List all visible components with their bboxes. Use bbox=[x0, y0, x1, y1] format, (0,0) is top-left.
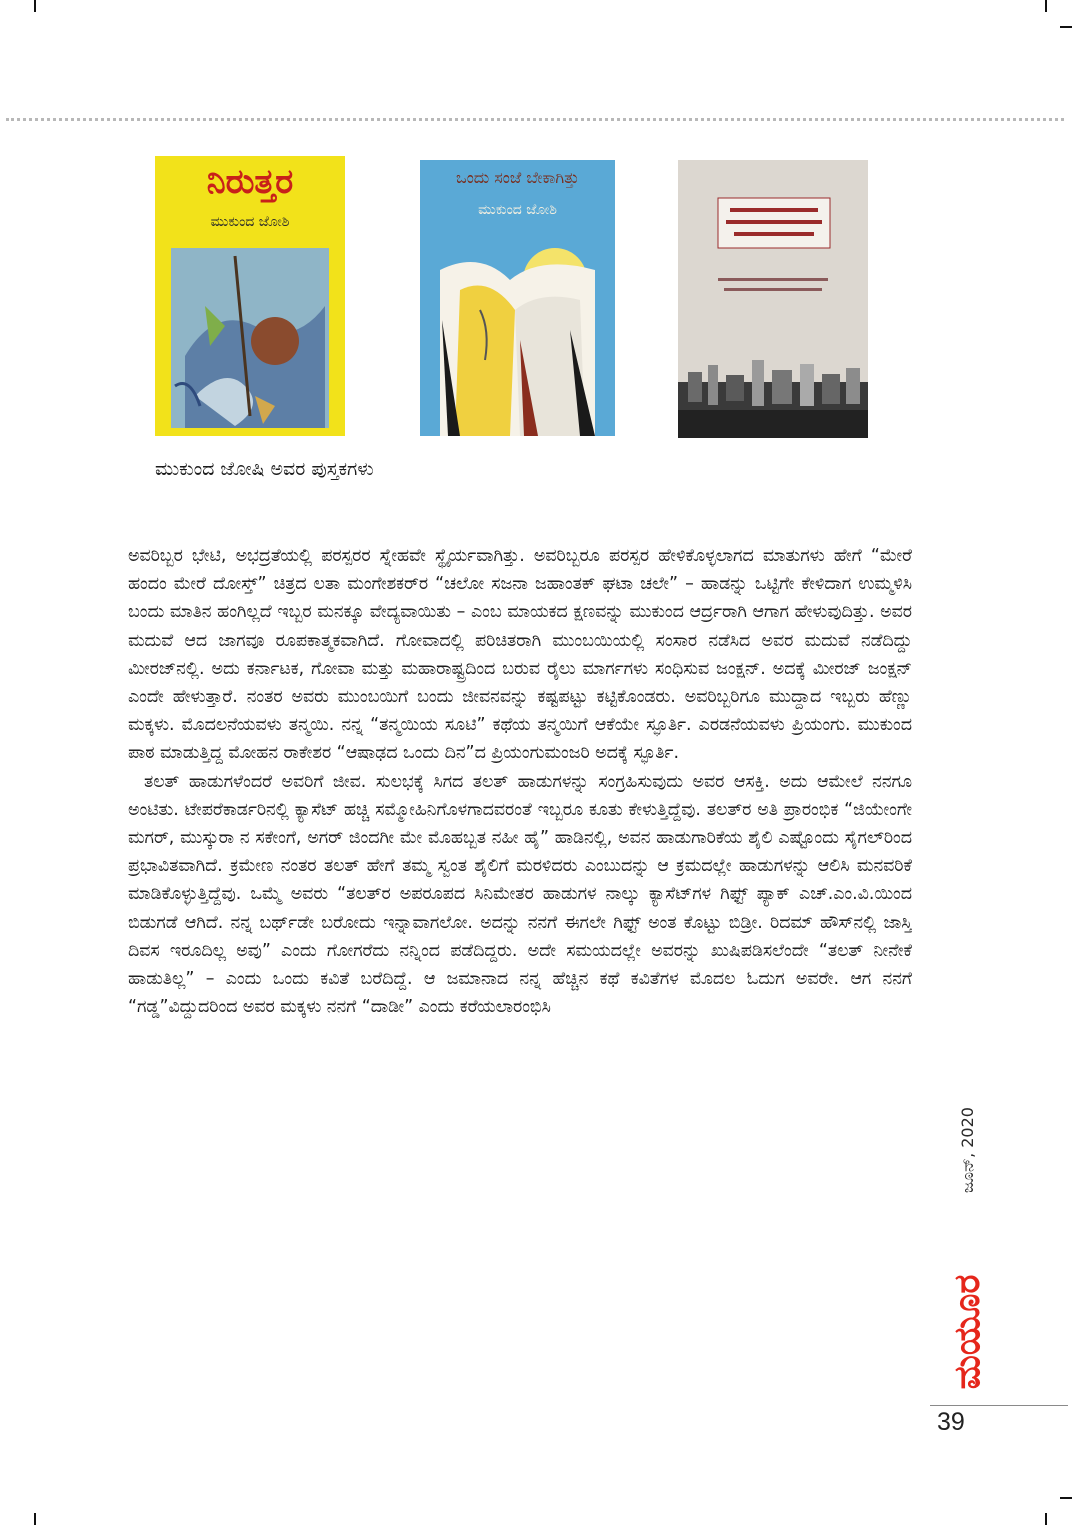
book-author-ondu-sanje: ಮುಕುಂದ ಜೋಶಿ bbox=[478, 202, 557, 218]
book-cover-niruttara bbox=[155, 156, 345, 436]
crop-mark-top-left bbox=[34, 0, 36, 12]
article-paragraph: ತಲತ್ ಹಾಡುಗಳೆಂದರೆ ಅವರಿಗೆ ಜೀವ. ಸುಲಭಕ್ಕೆ ಸಿಗದ ತಲತ್ ಹಾಡುಗಳನ್ನು ಸಂಗ್ರಹಿಸುವುದು ಅವರ ಆಸಕ್ತಿ. ಅದು ಆಮೇಲೆ ನನಗೂ ಅಂಟಿತು. ಟೇಪರೆಕಾರ್ಡರಿನಲ್ಲಿ ಕ್ಯಾಸೆಟ್ ಹಚ್ಚಿ ಸಮ್ಮೋಹಿನಿಗೊಳಗಾದವರಂತೆ ಇಬ್ಬರೂ ಕೂತು ಕೇಳುತ್ತಿದ್ದೆವು. ತಲತ್‌ರ ಅತಿ ಪ್ರಾರಂಭಿಕ “ಜಿಯೇಂಗೇ ಮಗರ್, ಮುಸ್ಕುರಾ ನ ಸಕೇಂಗೆ, ಅಗರ್ ಜಿಂದಗೀ ಮೇ ಮೊಹಬ್ಬತ ನಹೀ ಹೈ” ಹಾಡಿನಲ್ಲಿ, ಅವನ ಹಾಡುಗಾರಿಕೆಯ ಶೈಲಿ ಎಷ್ಟೊಂದು ಸೈಗಲ್‌ರಿಂದ ಪ್ರಭಾವಿತವಾಗಿದೆ. ಕ್ರಮೇಣ ನಂತರ ತಲತ್ ಹೇಗೆ ತಮ್ಮ ಸ್ವಂತ ಶೈಲಿಗೆ ಮರಳಿದರು ಎಂಬುದನ್ನು ಆ ಕ್ರಮದಲ್ಲೇ ಹಾಡುಗಳನ್ನು ಆಲಿಸಿ ಮನವರಿಕೆ ಮಾಡಿಕೊಳ್ಳುತ್ತಿದ್ದೆವು. ಒಮ್ಮೆ ಅವರು “ತಲತ್‌ರ ಅಪರೂಪದ ಸಿನಿಮೇತರ ಹಾಡುಗಳ ನಾಲ್ಕು ಕ್ಯಾಸೆಟ್‌ಗಳ ಗಿಫ್ಟ್ ಪ್ಯಾಕ್ ಎಚ್.ಎಂ.ವಿ.ಯಿಂದ ಬಿಡುಗಡೆ ಆಗಿದೆ. ನನ್ನ ಬರ್ಥ್‌ಡೇ ಬರೋದು ಇನ್ನಾವಾಗಲೋ. ಅದನ್ನು ನನಗೆ ಈಗಲೇ ಗಿಫ್ಟ್ ಅಂತ ಕೊಟ್ಟು ಬಿಡ್ರೀ. ರಿದಮ್ ಹೌಸ್‌ನಲ್ಲಿ ಜಾಸ್ತಿ ದಿವಸ ಇರೂದಿಲ್ಲ ಅವು” ಎಂದು ಗೋಗರೆದು ನನ್ನಿಂದ ಪಡೆದಿದ್ದರು. ಅದೇ ಸಮಯದಲ್ಲೇ ಅವರನ್ನು ಖುಷಿಪಡಿಸಲೆಂದೇ “ತಲತ್ ನೀನೇಕೆ ಹಾಡುತಿಲ್ಲ” – ಎಂದು ಒಂದು ಕವಿತೆ ಬರೆದಿದ್ದೆ. ಆ ಜಮಾನಾದ ನನ್ನ ಹೆಚ್ಚಿನ ಕಥೆ ಕವಿತೆಗಳ ಮೊದಲ ಓದುಗ ಅವರೇ. ಆಗ ನನಗೆ “ಗಡ್ಡ”ವಿದ್ದುದರಿಂದ ಅವರ ಮಕ್ಕಳು ನನಗೆ “ದಾಡೀ” ಎಂದು ಕರೆಯಲಾರಂಭಿಸಿ bbox=[128, 771, 912, 1018]
crop-mark-right-top bbox=[1060, 26, 1072, 28]
book-cover-third bbox=[678, 160, 868, 438]
article-body bbox=[128, 542, 912, 1402]
issue-date: ಜೂನ್, 2020 bbox=[958, 1107, 977, 1193]
book-title-niruttara: ನಿರುತ್ತರ bbox=[206, 162, 294, 202]
magazine-logo: ಮಯೂರ bbox=[947, 1274, 988, 1390]
book-author-niruttara: ಮುಕುಂದ ಜೋಶಿ bbox=[210, 214, 290, 230]
crop-mark-right-bottom bbox=[1060, 1497, 1072, 1499]
book-title-ondu-sanje: ಒಂದು ಸಂಜೆ ಬೇಕಾಗಿತ್ತು bbox=[455, 168, 580, 187]
books-caption: ಮುಕುಂದ ಜೋಷಿ ಅವರ ಪುಸ್ತಕಗಳು bbox=[155, 458, 374, 480]
crop-mark-top-right bbox=[1045, 0, 1047, 12]
header-dotted-rule bbox=[6, 118, 1064, 121]
crop-mark-bottom-left bbox=[34, 1513, 36, 1525]
book-cover-ondu-sanje bbox=[420, 160, 615, 436]
page-number-rule bbox=[930, 1405, 1068, 1406]
page-number: 39 bbox=[937, 1408, 965, 1436]
article-paragraph: ಅವರಿಬ್ಬರ ಭೇಟಿ, ಅಭದ್ರತೆಯಲ್ಲಿ ಪರಸ್ಪರರ ಸ್ನೇಹವೇ ಸ್ಥೈರ್ಯವಾಗಿತ್ತು. ಅವರಿಬ್ಬರೂ ಪರಸ್ಪರ ಹೇಳಿಕೊಳ್ಳಲಾಗದ ಮಾತುಗಳು ಹೇಗೆ “ಮೇರೆ ಹಂದಂ ಮೇರೆ ದೋಸ್ತ್” ಚಿತ್ರದ ಲತಾ ಮಂಗೇಶಕರ್‌ರ “ಚಲೋ ಸಜನಾ ಜಹಾಂತಕ್ ಘಟಾ ಚಲೇ” – ಹಾಡನ್ನು ಒಟ್ಟಿಗೇ ಕೇಳಿದಾಗ ಉಮ್ಮಳಿಸಿ ಬಂದು ಮಾತಿನ ಹಂಗಿಲ್ಲದೆ ಇಬ್ಬರ ಮನಕ್ಕೂ ವೇದ್ಯವಾಯಿತು – ಎಂಬ ಮಾಯಕದ ಕ್ಷಣವನ್ನು ಮುಕುಂದ ಆರ್ದ್ರರಾಗಿ ಆಗಾಗ ಹೇಳುವುದಿತ್ತು. ಅವರ ಮದುವೆ ಆದ ಜಾಗವೂ ರೂಪಕಾತ್ಮಕವಾಗಿದೆ. ಗೋವಾದಲ್ಲಿ ಪರಿಚಿತರಾಗಿ ಮುಂಬಯಿಯಲ್ಲಿ ಸಂಸಾರ ನಡೆಸಿದ ಅವರ ಮದುವೆ ನಡೆದಿದ್ದು ಮೀರಜ್‌ನಲ್ಲಿ. ಅದು ಕರ್ನಾಟಕ, ಗೋವಾ ಮತ್ತು ಮಹಾರಾಷ್ಟ್ರದಿಂದ ಬರುವ ರೈಲು ಮಾರ್ಗಗಳು ಸಂಧಿಸುವ ಜಂಕ್ಷನ್. ಅದಕ್ಕೆ ಮೀರಜ್ ಜಂಕ್ಷನ್ ಎಂದೇ ಹೇಳುತ್ತಾರೆ. ನಂತರ ಅವರು ಮುಂಬಯಿಗೆ ಬಂದು ಜೀವನವನ್ನು ಕಷ್ಟಪಟ್ಟು ಕಟ್ಟಿಕೊಂಡರು. ಅವರಿಬ್ಬರಿಗೂ ಮುದ್ದಾದ ಇಬ್ಬರು ಹೆಣ್ಣು ಮಕ್ಕಳು. ಮೊದಲನೆಯವಳು ತನ್ಮಯಿ. ನನ್ನ “ತನ್ಮಯಿಯ ಸೂಟಿ” ಕಥೆಯ ತನ್ಮಯಿಗೆ ಆಕೆಯೇ ಸ್ಫೂರ್ತಿ. ಎರಡನೆಯವಳು ಪ್ರಿಯಂಗು. ಮುಕುಂದ ಪಾಠ ಮಾಡುತ್ತಿದ್ದ ಮೋಹನ ರಾಕೇಶರ “ಆಷಾಢದ ಒಂದು ದಿನ”ದ ಪ್ರಿಯಂಗುಮಂಜರಿ ಅದಕ್ಕೆ ಸ್ಫೂರ್ತಿ. bbox=[128, 546, 912, 764]
crop-mark-bottom-right bbox=[1045, 1513, 1047, 1525]
